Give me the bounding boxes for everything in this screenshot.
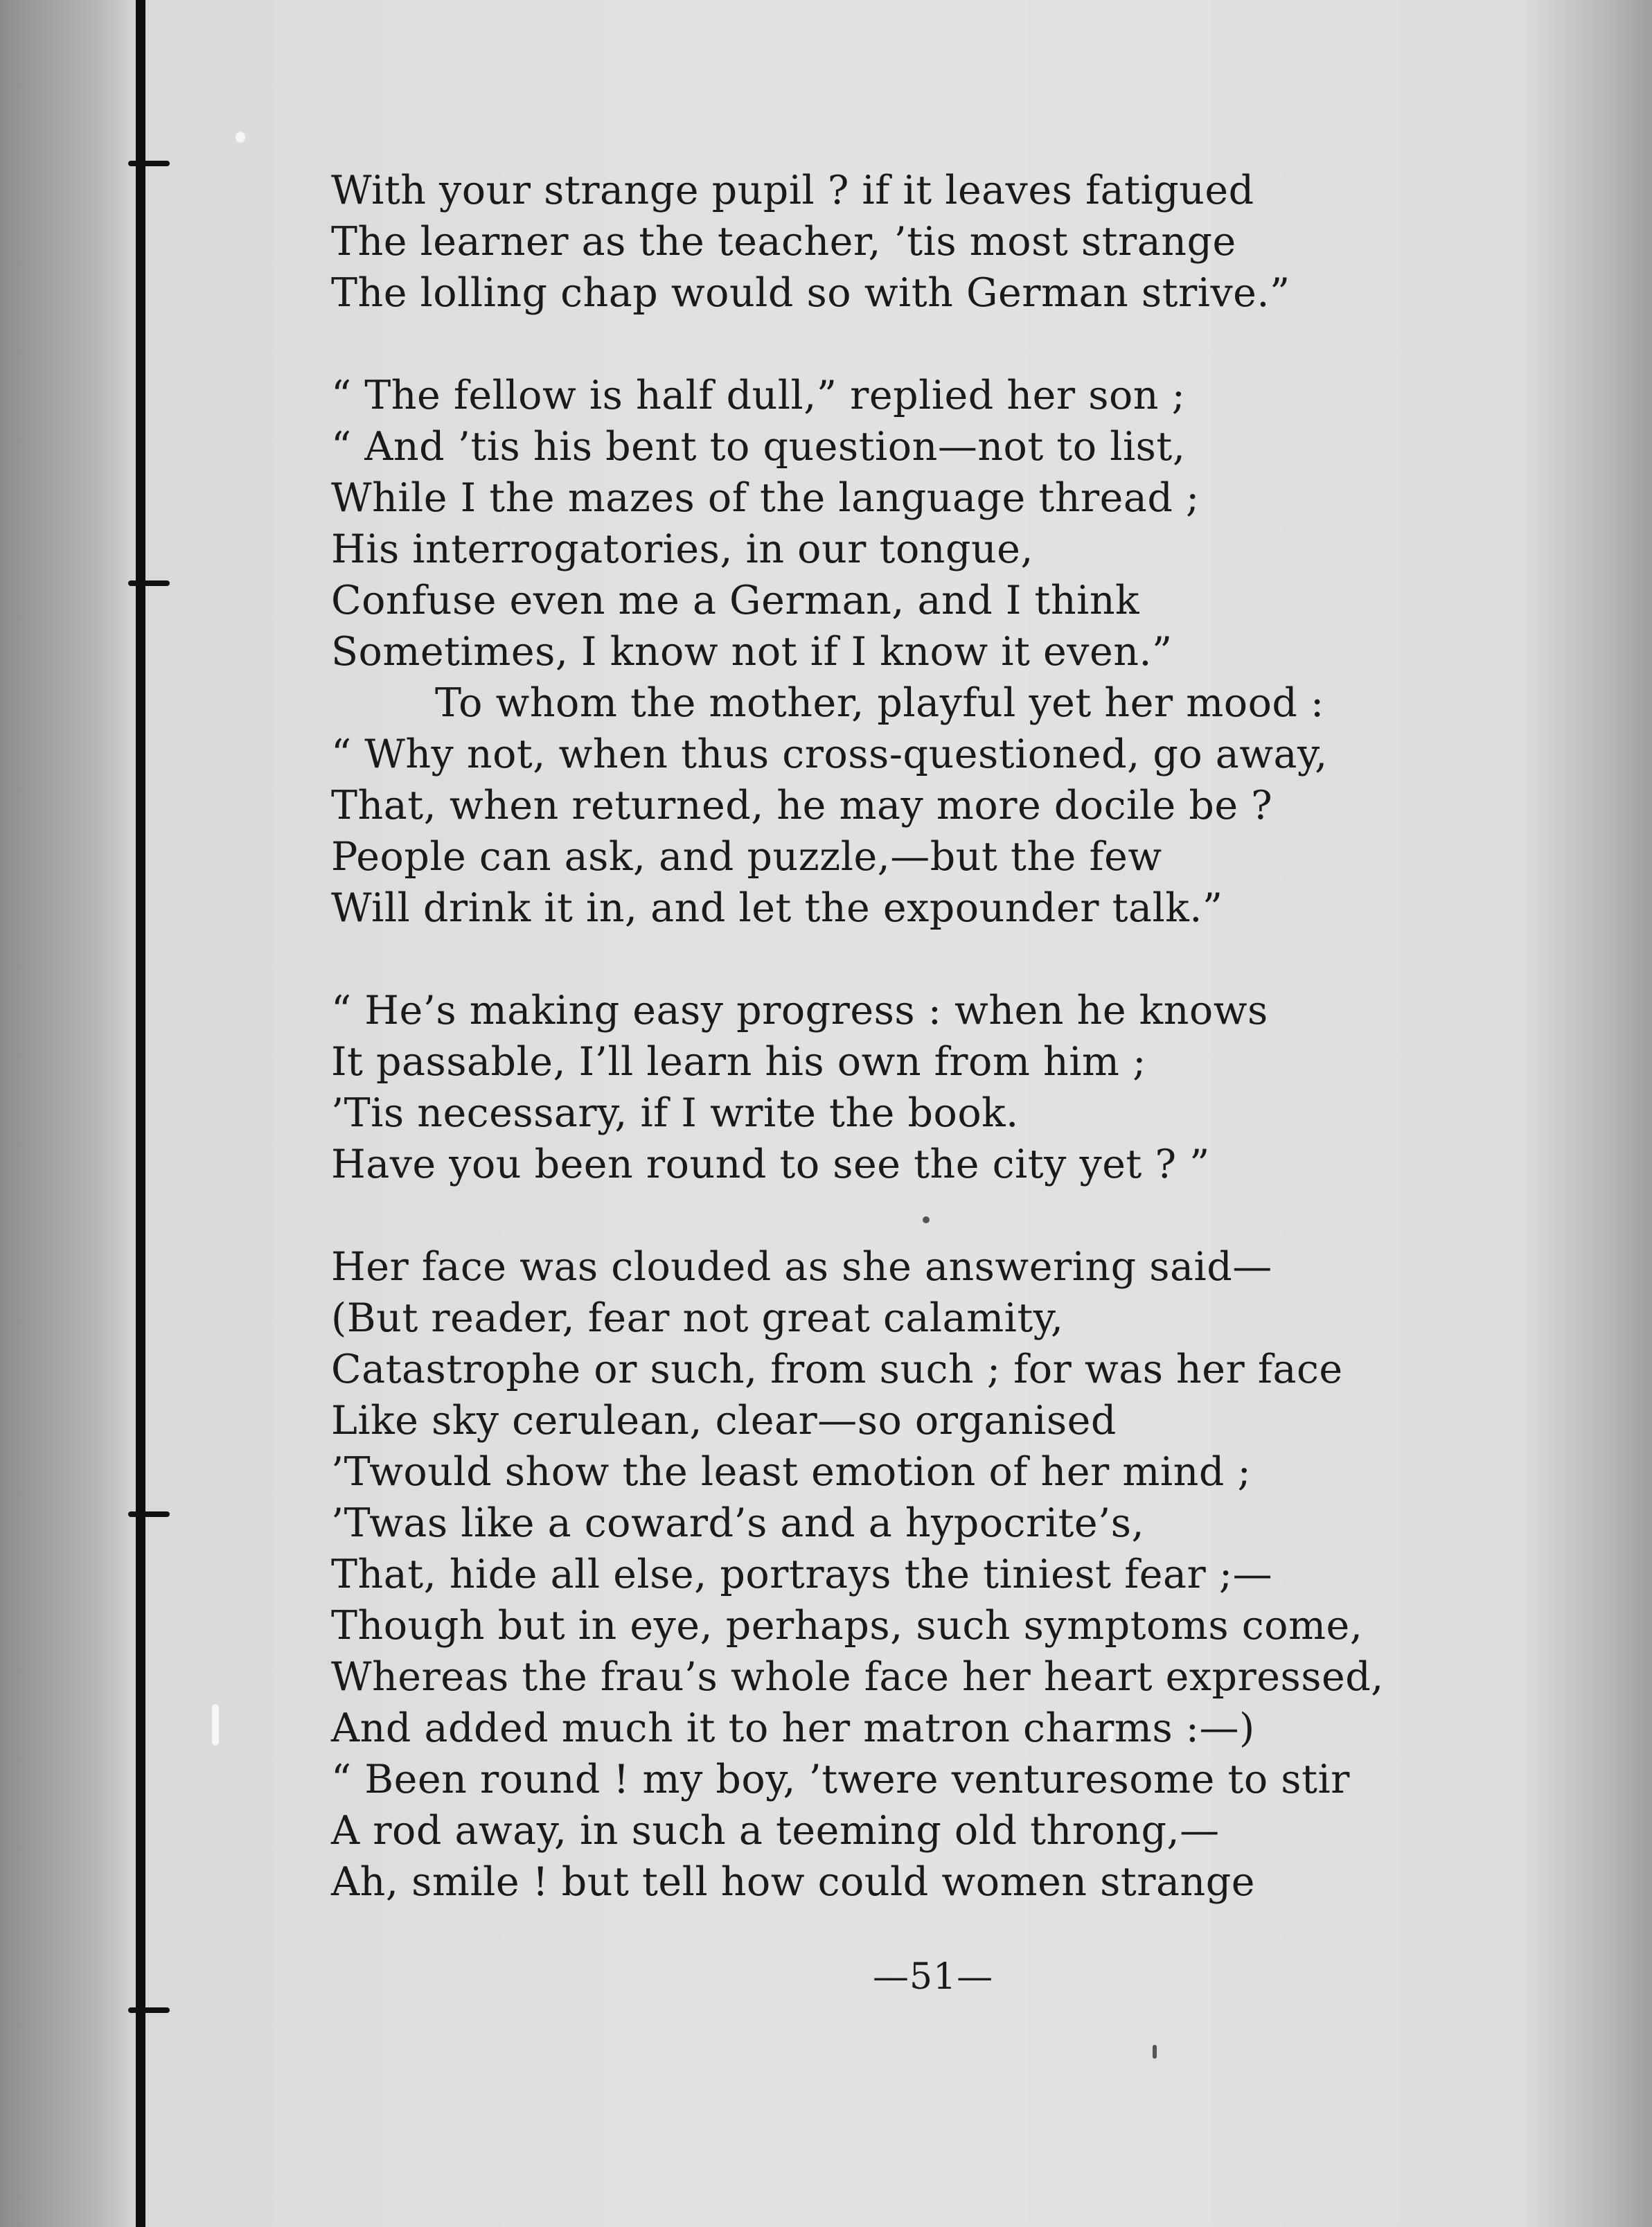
page-number: —51—: [873, 1956, 994, 1998]
poem-line: Have you been round to see the city yet ? ”: [331, 1142, 1210, 1187]
poem-line: “ And ’tis his bent to question—not to list,: [331, 424, 1186, 470]
binding-tick: [128, 161, 170, 166]
poem-line: “ He’s making easy progress : when he knows: [331, 988, 1268, 1033]
poem-line: Sometimes, I know not if I know it even.”: [331, 629, 1173, 675]
binding-tick: [128, 2007, 170, 2013]
poem-line: The lolling chap would so with German strive.”: [331, 270, 1290, 316]
poem-line: ’Tis necessary, if I write the book.: [331, 1090, 1019, 1136]
poem-line: (But reader, fear not great calamity,: [331, 1295, 1064, 1341]
poem-line: That, hide all else, portrays the tiniest fear ;—: [331, 1552, 1273, 1597]
stanza: [331, 370, 1509, 934]
poem-line: Will drink it in, and let the expounder talk.”: [331, 885, 1223, 931]
poem-line: “ Been round ! my boy, ’twere venturesome to stir: [331, 1757, 1350, 1802]
poem-line: While I the mazes of the language thread ;: [331, 475, 1200, 521]
poem-line: That, when returned, he may more docile be ?: [331, 783, 1273, 828]
poem-line: Catastrophe or such, from such ; for was her face: [331, 1347, 1343, 1392]
poem-line: It passable, I’ll learn his own from him ;: [331, 1039, 1146, 1085]
poem-line: ’Twas like a coward’s and a hypocrite’s,: [331, 1500, 1145, 1546]
poem-line: Her face was clouded as she answering said—: [331, 1244, 1272, 1290]
poem-line: Like sky cerulean, clear—so organised: [331, 1398, 1117, 1444]
binding-tick: [128, 580, 170, 586]
poem-line: “ The fellow is half dull,” replied her son ;: [331, 373, 1186, 418]
poem-line: People can ask, and puzzle,—but the few: [331, 834, 1162, 880]
poem-line: His interrogatories, in our tongue,: [331, 526, 1034, 572]
poem-line: ’Twould show the least emotion of her mind ;: [331, 1449, 1252, 1495]
dust-speck: [212, 1704, 219, 1746]
poem-line: The learner as the teacher, ’tis most strange: [331, 219, 1236, 265]
poem-line: Confuse even me a German, and I think: [331, 578, 1140, 623]
poem-line: With your strange pupil ? if it leaves fatigued: [331, 168, 1254, 213]
binding-line: [136, 0, 145, 2227]
poem-text: [331, 165, 1509, 1908]
stanza: [331, 1241, 1509, 1908]
poem-line: Though but in eye, perhaps, such symptoms come,: [331, 1603, 1363, 1649]
poem-line: “ Why not, when thus cross-questioned, go away,: [331, 731, 1328, 777]
poem-line: And added much it to her matron charms :—): [331, 1705, 1255, 1751]
poem-line: Whereas the frau’s whole face her heart expressed,: [331, 1654, 1384, 1700]
dust-speck: [1153, 2045, 1157, 2059]
poem-line: To whom the mother, playful yet her mood :: [435, 680, 1324, 726]
stanza: [331, 165, 1509, 319]
poem-line: Ah, smile ! but tell how could women strange: [331, 1859, 1255, 1905]
poem-line: A rod away, in such a teeming old throng,—: [331, 1808, 1220, 1854]
gutter-shadow: [0, 0, 132, 2227]
binding-tick: [128, 1511, 170, 1517]
dust-speck: [236, 132, 245, 143]
stanza: [331, 985, 1509, 1190]
